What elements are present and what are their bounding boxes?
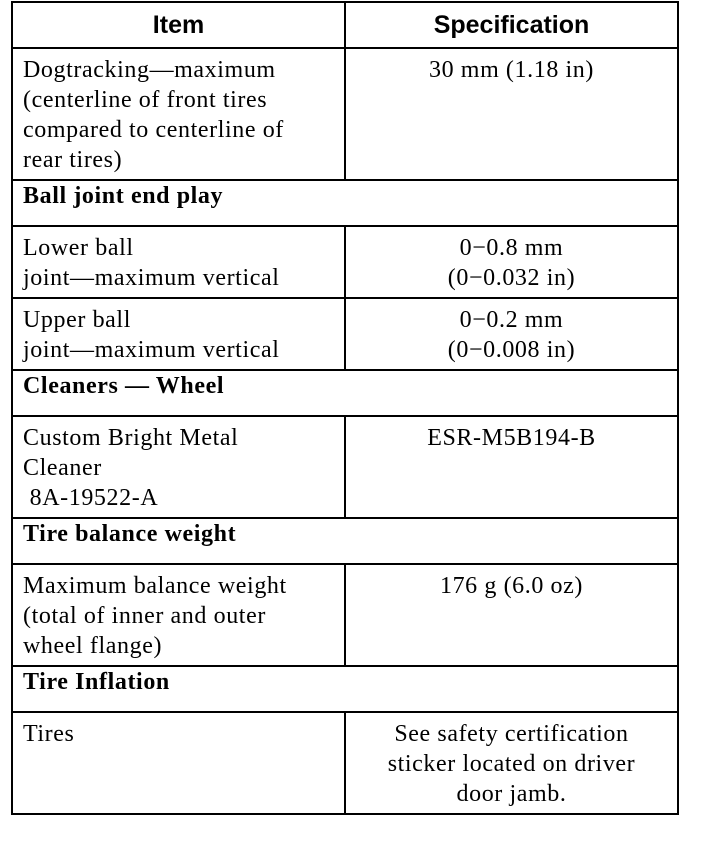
table-row bbox=[12, 48, 678, 180]
spec-cell bbox=[345, 416, 678, 518]
item-cell bbox=[12, 416, 345, 518]
item-text-line: Maximum balance weight bbox=[23, 573, 287, 599]
spec-cell bbox=[345, 48, 678, 180]
spec-cell bbox=[345, 226, 678, 298]
spec-cell bbox=[345, 298, 678, 370]
spec-text-line: 0−0.8 mm bbox=[459, 235, 564, 261]
specification-table bbox=[11, 1, 679, 815]
section-row bbox=[12, 518, 678, 564]
item-text-line: 8A-19522-A bbox=[23, 485, 159, 511]
item-cell bbox=[12, 226, 345, 298]
table-row bbox=[12, 298, 678, 370]
table-row bbox=[12, 712, 678, 814]
item-text-line: (centerline of front tires bbox=[23, 87, 268, 113]
section-row bbox=[12, 370, 678, 416]
table-row bbox=[12, 416, 678, 518]
item-text-line: wheel flange) bbox=[23, 633, 163, 659]
spec-text-line: 0−0.2 mm bbox=[459, 307, 564, 333]
specification-column-header: Specification bbox=[345, 2, 678, 48]
spec-text-line: sticker located on driver bbox=[387, 751, 636, 777]
item-text-line: Tires bbox=[23, 721, 75, 747]
item-text-line: joint—maximum vertical bbox=[23, 265, 280, 291]
spec-text-line: 176 g (6.0 oz) bbox=[439, 573, 584, 599]
spec-text-line: 30 mm (1.18 in) bbox=[429, 57, 594, 83]
item-text-line: Dogtracking—maximum bbox=[23, 57, 276, 83]
spec-text-line: door jamb. bbox=[456, 781, 567, 807]
spec-text-line: (0−0.008 in) bbox=[447, 337, 576, 363]
spec-cell bbox=[345, 712, 678, 814]
section-row bbox=[12, 180, 678, 226]
item-text-line: Cleaner bbox=[23, 455, 102, 481]
section-heading: Tire Inflation bbox=[12, 666, 678, 712]
spec-text-line: See safety certification bbox=[394, 721, 629, 747]
item-text-line: compared to centerline of bbox=[23, 117, 284, 143]
item-text-line: Custom Bright Metal bbox=[23, 425, 239, 451]
item-text-line: rear tires) bbox=[23, 147, 123, 173]
spec-cell bbox=[345, 564, 678, 666]
item-text-line: Upper ball bbox=[23, 307, 131, 333]
item-cell bbox=[12, 48, 345, 180]
spec-text-line: (0−0.032 in) bbox=[447, 265, 576, 291]
item-cell bbox=[12, 712, 345, 814]
section-heading: Tire balance weight bbox=[12, 518, 678, 564]
section-heading: Ball joint end play bbox=[12, 180, 678, 226]
item-column-header: Item bbox=[12, 2, 345, 48]
item-text-line: (total of inner and outer bbox=[23, 603, 266, 629]
table-row bbox=[12, 564, 678, 666]
item-cell bbox=[12, 564, 345, 666]
item-cell bbox=[12, 298, 345, 370]
table-row bbox=[12, 226, 678, 298]
header-row bbox=[12, 2, 678, 48]
section-row bbox=[12, 666, 678, 712]
spec-text-line: ESR-M5B194-B bbox=[427, 425, 596, 451]
section-heading: Cleaners — Wheel bbox=[12, 370, 678, 416]
item-text-line: joint—maximum vertical bbox=[23, 337, 280, 363]
item-text-line: Lower ball bbox=[23, 235, 134, 261]
